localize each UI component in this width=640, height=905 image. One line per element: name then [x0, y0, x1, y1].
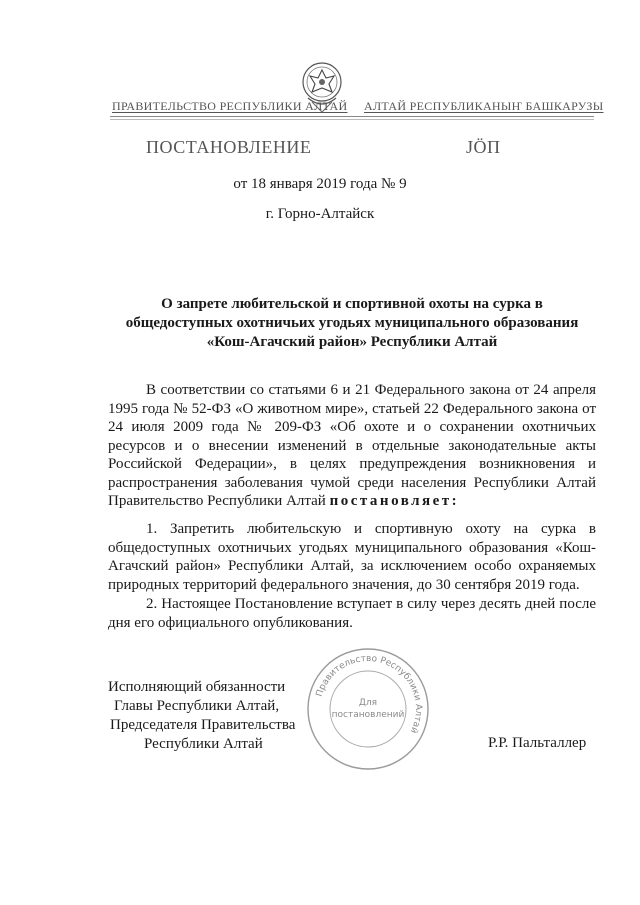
resolves-word: постановляет: — [329, 493, 460, 509]
document-type-russian: ПОСТАНОВЛЕНИЕ — [146, 137, 312, 157]
preamble-paragraph — [108, 381, 596, 511]
header-divider — [110, 116, 594, 120]
resolution-item-2: 2. Настоящее Постановление вступает в силу через десять дней после дня его официального опубликования. — [108, 596, 596, 631]
resolution-item-1: 1. Запретить любительскую и спортивную охоту на сурка в общедоступных охотничьих угодьях муниципального образования «Кош-Агачский район» Республики Алтай, за исключением особо охраняемых природных территорий федерального значения, до 30 сентября 2019 года. — [108, 521, 596, 593]
document-title: О запрете любительской и спортивной охоты на сурка в общедоступных охотничьих угодьях муниципального образования «Кош-Агачский район» Республики Алтай — [125, 296, 579, 350]
stamp-ring-text: Правительство Республики Алтай — [314, 653, 424, 735]
signatory-line-2: Главы Республики Алтай, — [114, 698, 280, 714]
document-date-number: от 18 января 2019 года № 9 — [233, 176, 407, 192]
preamble-text: В соответствии со статьями 6 и 21 Федерального закона от 24 апреля 1995 года № 52-ФЗ «О животном мире», статьей 22 Федерального закона от 24 июля 2009 года № 209-ФЗ «Об охоте и о сохранении охотничьих ресурсов и о внесении изменений в отдельные законодательные акты Российской Федерации», в целях предупреждения возникновения и распространения заболевания чумой среди населения Республики Алтай Правительство Республики Алтай — [108, 382, 596, 509]
signatory-line-4: Республики Алтай — [144, 736, 263, 752]
official-stamp — [304, 645, 432, 773]
government-name-altai: АЛТАЙ РЕСПУБЛИКАНЫҤ БАШКАРУЗЫ — [364, 99, 604, 113]
signatory-block — [108, 678, 295, 754]
signatory-line-1: Исполняющий обязанности — [108, 679, 286, 695]
stamp-center-line-1: Для — [358, 698, 378, 708]
government-name-russian: ПРАВИТЕЛЬСТВО РЕСПУБЛИКИ АЛТАЙ — [112, 99, 348, 113]
stamp-center-line-2: постановлений — [331, 710, 405, 720]
signatory-name: Р.Р. Пальталлер — [488, 735, 587, 751]
document-type-altai: ЈӦП — [466, 137, 501, 157]
document-city: г. Горно-Алтайск — [265, 206, 375, 222]
signatory-line-3: Председателя Правительства — [110, 717, 296, 733]
